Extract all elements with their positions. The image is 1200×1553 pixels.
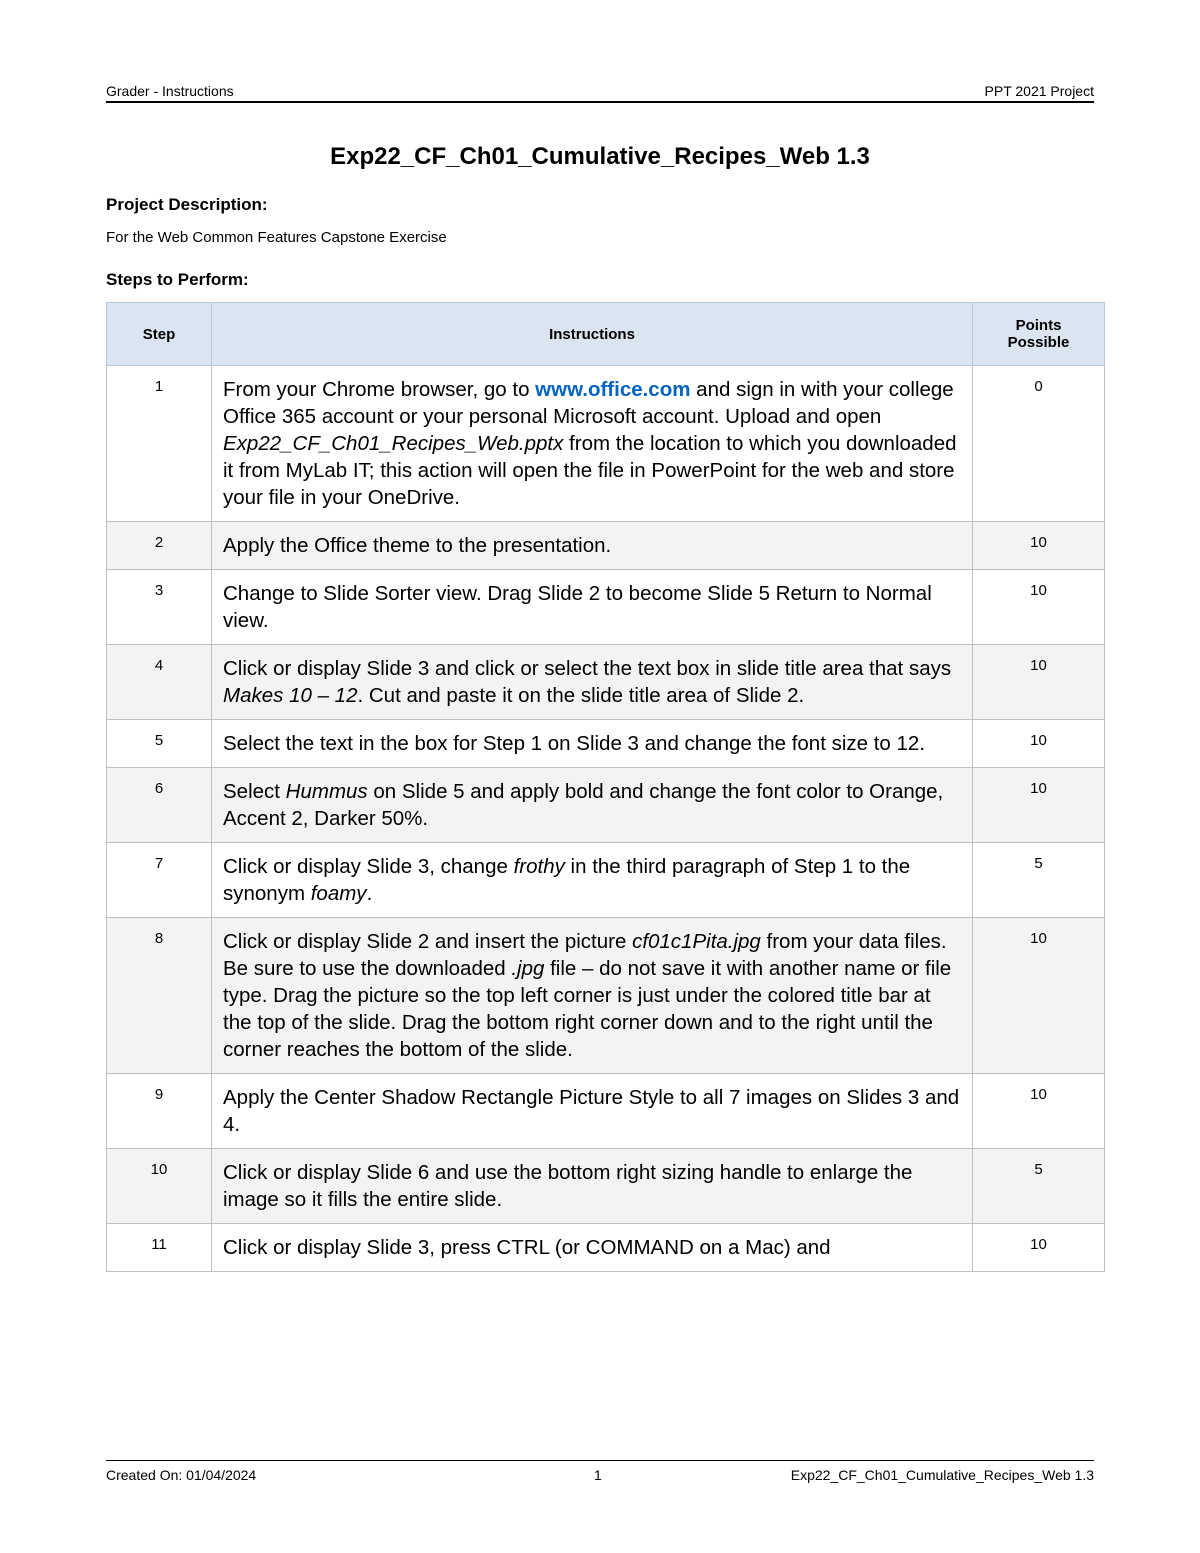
instruction-text: file – do not save it with another name or file type. Drag the picture so the top left corner is just under the colored title bar at the top of the slide. Drag the bottom right corner down and to the right until the corner reaches the bottom of the slide. xyxy=(223,957,952,1061)
step-number: 8 xyxy=(107,918,212,1074)
table-row xyxy=(107,522,1105,570)
project-description-text: For the Web Common Features Capstone Exercise xyxy=(106,229,447,246)
step-number: 1 xyxy=(107,366,212,522)
table-row xyxy=(107,720,1105,768)
instruction-text: on Slide 5 and apply bold and change the font color to Orange, Accent 2, Darker 50%. xyxy=(223,780,944,830)
instruction-text: from the location to which you downloaded it from MyLab IT; this action will open the file in PowerPoint for the web and store your file in your OneDrive. xyxy=(223,432,957,509)
points-possible: 10 xyxy=(973,522,1105,570)
points-possible: 10 xyxy=(973,1074,1105,1149)
header-instructions: Instructions xyxy=(212,303,973,366)
steps-table-header-row xyxy=(107,303,1105,366)
header-points-line2: Possible xyxy=(1007,334,1070,351)
footer-page-number: 1 xyxy=(594,1467,602,1483)
step-instructions xyxy=(212,1149,973,1224)
step-instructions xyxy=(212,1074,973,1149)
footer-created-date: Created On: 01/04/2024 xyxy=(106,1467,257,1483)
instruction-text: Click or display Slide 2 and insert the picture xyxy=(223,930,633,953)
emphasized-text: Makes 10 – 12 xyxy=(223,684,358,707)
step-number: 5 xyxy=(107,720,212,768)
table-row xyxy=(107,768,1105,843)
page-header xyxy=(106,83,1094,103)
instruction-text: . Cut and paste it on the slide title area of Slide 2. xyxy=(357,684,805,707)
step-instructions xyxy=(212,768,973,843)
table-row xyxy=(107,570,1105,645)
table-row xyxy=(107,366,1105,522)
instruction-text: Change to Slide Sorter view. Drag Slide 2 to become Slide 5 Return to Normal view. xyxy=(223,582,932,632)
instruction-text: and sign in with your college Office 365 account or your personal Microsoft account. Upload and open xyxy=(223,378,954,428)
steps-table xyxy=(106,302,1105,1272)
instruction-text: Click or display Slide 6 and use the bottom right sizing handle to enlarge the image so it fills the entire slide. xyxy=(223,1161,913,1211)
step-number: 7 xyxy=(107,843,212,918)
header-right-text: PPT 2021 Project xyxy=(984,83,1094,99)
office-link[interactable]: www.office.com xyxy=(535,378,691,401)
instruction-text: Select the text in the box for Step 1 on Slide 3 and change the font size to 12. xyxy=(223,732,926,755)
instruction-text: Select xyxy=(223,780,286,803)
step-number: 2 xyxy=(107,522,212,570)
points-possible: 10 xyxy=(973,768,1105,843)
instruction-text: from your data files. Be sure to use the downloaded xyxy=(223,930,947,980)
header-points-line1: Points xyxy=(1015,317,1062,334)
instruction-text: . xyxy=(366,882,373,905)
document-title: Exp22_CF_Ch01_Cumulative_Recipes_Web 1.3 xyxy=(330,143,870,170)
step-number: 4 xyxy=(107,645,212,720)
emphasized-text: .jpg xyxy=(511,957,545,980)
instruction-text: Click or display Slide 3 and click or select the text box in slide title area that says xyxy=(223,657,952,680)
points-possible: 10 xyxy=(973,570,1105,645)
emphasized-text: cf01c1Pita.jpg xyxy=(632,930,761,953)
table-row xyxy=(107,645,1105,720)
emphasized-text: foamy xyxy=(310,882,367,905)
step-number: 3 xyxy=(107,570,212,645)
step-number: 6 xyxy=(107,768,212,843)
header-points-possible xyxy=(973,303,1105,366)
step-instructions xyxy=(212,1224,973,1272)
table-row xyxy=(107,1149,1105,1224)
step-instructions xyxy=(212,720,973,768)
step-instructions xyxy=(212,570,973,645)
table-row xyxy=(107,918,1105,1074)
step-number: 11 xyxy=(107,1224,212,1272)
steps-table-body xyxy=(107,366,1105,1272)
emphasized-text: frothy xyxy=(513,855,565,878)
points-possible: 5 xyxy=(973,1149,1105,1224)
instruction-text: in the third paragraph of Step 1 to the synonym xyxy=(223,855,911,905)
step-number: 10 xyxy=(107,1149,212,1224)
step-instructions xyxy=(212,918,973,1074)
step-instructions xyxy=(212,843,973,918)
instruction-text: Apply the Center Shadow Rectangle Picture Style to all 7 images on Slides 3 and 4. xyxy=(223,1086,960,1136)
points-possible: 0 xyxy=(973,366,1105,522)
project-description-label: Project Description: xyxy=(106,195,268,214)
instruction-text: Click or display Slide 3, press CTRL (or COMMAND on a Mac) and xyxy=(223,1236,831,1259)
points-possible: 10 xyxy=(973,918,1105,1074)
emphasized-text: Hummus xyxy=(285,780,368,803)
step-number: 9 xyxy=(107,1074,212,1149)
table-row xyxy=(107,1074,1105,1149)
footer-document-name: Exp22_CF_Ch01_Cumulative_Recipes_Web 1.3 xyxy=(790,1467,1094,1483)
points-possible: 10 xyxy=(973,645,1105,720)
step-instructions xyxy=(212,522,973,570)
points-possible: 10 xyxy=(973,720,1105,768)
header-step: Step xyxy=(107,303,212,366)
points-possible: 10 xyxy=(973,1224,1105,1272)
emphasized-text: Exp22_CF_Ch01_Recipes_Web.pptx xyxy=(223,432,564,455)
instruction-text: Apply the Office theme to the presentation. xyxy=(223,534,612,557)
table-row xyxy=(107,843,1105,918)
page-footer xyxy=(106,1460,1094,1483)
steps-label: Steps to Perform: xyxy=(106,270,249,289)
step-instructions xyxy=(212,366,973,522)
instruction-text: From your Chrome browser, go to xyxy=(223,378,536,401)
points-possible: 5 xyxy=(973,843,1105,918)
table-row xyxy=(107,1224,1105,1272)
instruction-text: Click or display Slide 3, change xyxy=(223,855,514,878)
header-left-text: Grader - Instructions xyxy=(106,83,234,99)
step-instructions xyxy=(212,645,973,720)
